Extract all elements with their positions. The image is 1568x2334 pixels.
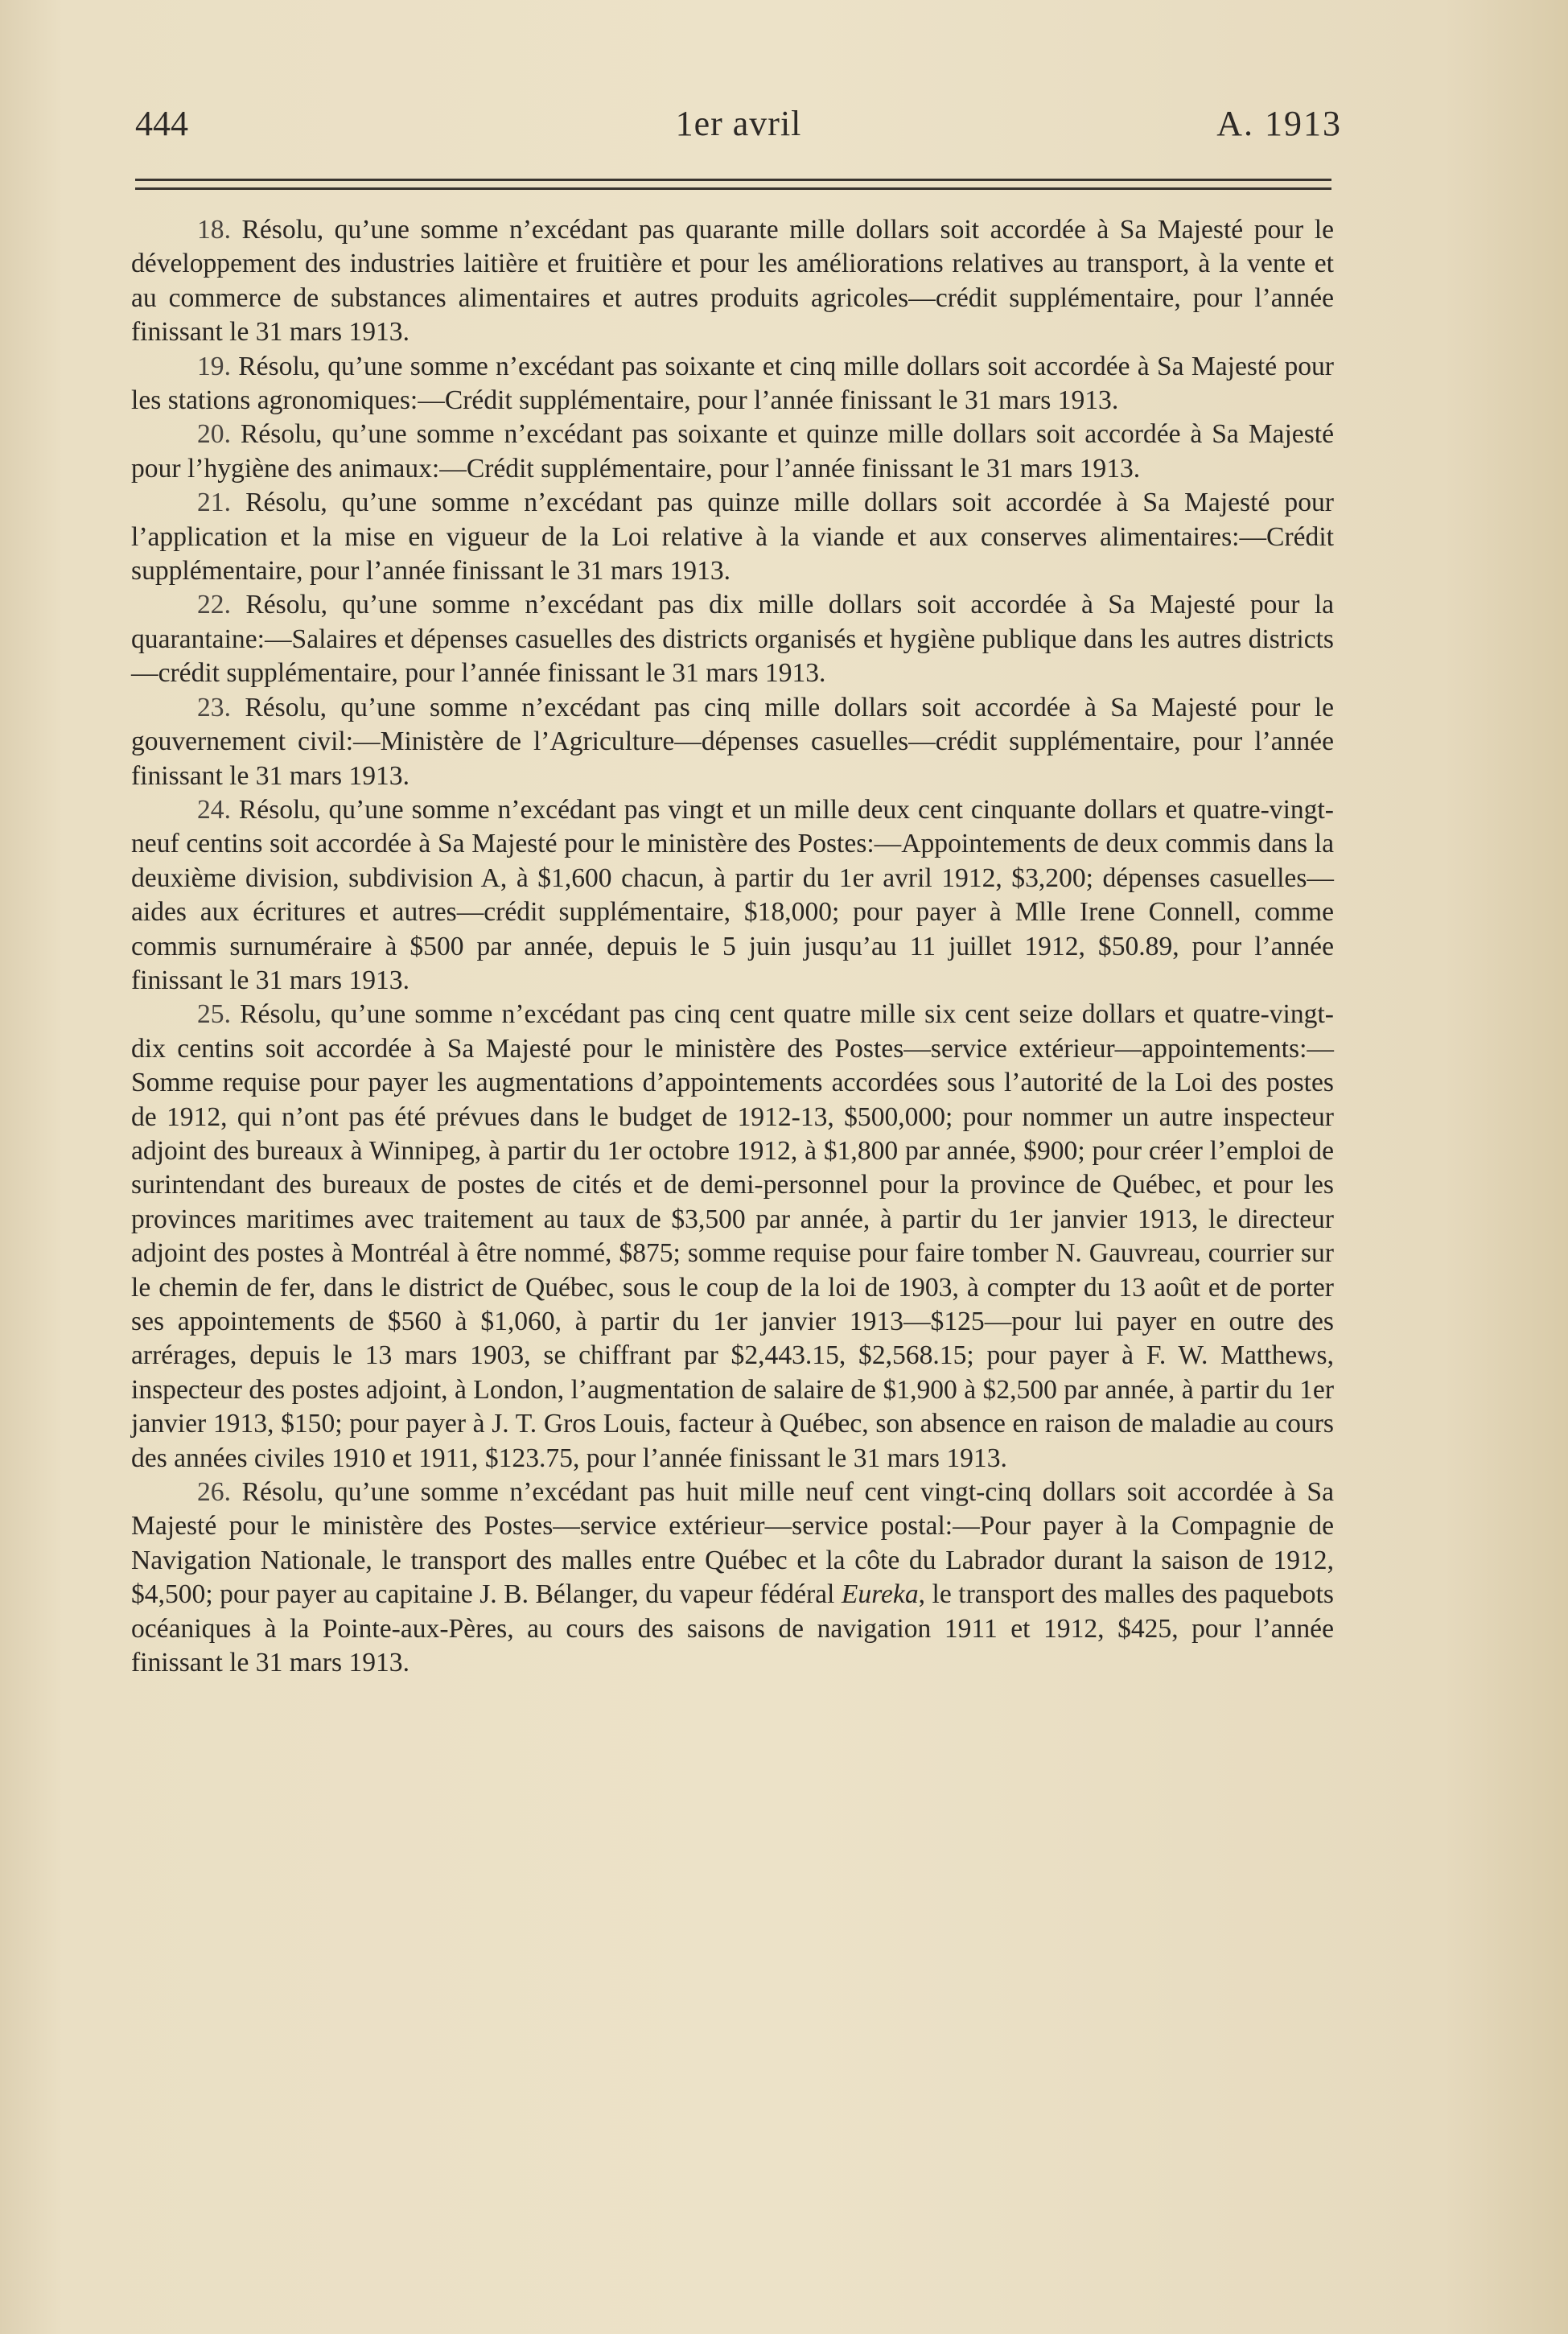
resolution-number: 20. [197,419,231,450]
resolution-18 [131,213,1334,350]
resolution-number: 19. [197,351,231,381]
resolution-text: Résolu, qu’une somme n’excédant pas dix mille dollars soit accordée à Sa Majesté pour la quarantaine:—Salaires et dépenses casuelles des districts organisés et hygiène publique dans les autres districts—crédit supplémentaire, pour l’année finissant le 31 mars 1913. [131,590,1335,689]
resolution-text-continued: , le transport des malles des paquebots océaniques à la Pointe-aux-Pères, au cours des saisons de navigation 1911 et 1912, $425, pour l’année finissant le 31 mars 1913. [131,1579,1334,1678]
resolution-number: 18. [197,215,231,245]
resolution-26 [131,1476,1334,1680]
resolution-text: Résolu, qu’une somme n’excédant pas quarante mille dollars soit accordée à Sa Majesté pour le développement des industries laitière et fruitière et pour les améliorations relatives au transport, à la vente et au commerce de substances alimentaires et autres produits agricoles—crédit supplémentaire, pour l’année finissant le 31 mars 1913. [131,215,1334,348]
resolution-text: Résolu, qu’une somme n’excédant pas cinq cent quatre mille six cent seize dollars et quatre-vingt-dix centins soit accordée à Sa Majesté pour le ministère des Postes—service extérieur—appointements:—Somme requise pour payer les augmentations d’appointements accordées sous l’autorité de la Loi des postes de 1912, qui n’ont pas été prévues dans le budget de 1912-13, $500,000; pour nommer un autre inspecteur adjoint des bureaux à Winnipeg, à partir du 1er octobre 1912, à $1,800 par année, $900; pour créer l’emploi de surintendant des bureaux de postes de cités et de demi-personnel pour la province de Québec, et pour les provinces maritimes avec traitement au taux de $3,500 par année, à partir du 1er janvier 1913, le directeur adjoint des postes à Montréal à être nommé, $875; somme requise pour faire tomber N. Gauvreau, courrier sur le chemin de fer, dans le district de Québec, sous le coup de la loi de 1903, à compter du 13 août et de porter ses appointements de $560 à $1,060, à partir du 1er janvier 1913—$125—pour lui payer en outre des arrérages, depuis le 13 mars 1903, se chiffrant par $2,443.15, $2,568.15; pour payer à F. W. Matthews, inspecteur des postes adjoint, à London, l’augmentation de salaire de $1,900 à $2,500 par année, à partir du 1er janvier 1913, $150; pour payer à J. T. Gros Louis, facteur à Québec, son absence en raison de maladie au cours des années civiles 1910 et 1911, $123.75, pour l’année finissant le 31 mars 1913. [131,999,1334,1473]
resolution-text: Résolu, qu’une somme n’excédant pas quinze mille dollars soit accordée à Sa Majesté pour l’application et la mise en vigueur de la Loi relative à la viande et aux conserves alimentaires:—Crédit supplémentaire, pour l’année finissant le 31 mars 1913. [131,488,1334,587]
resolution-text: Résolu, qu’une somme n’excédant pas soixante et quinze mille dollars soit accordée à Sa Majesté pour l’hygiène des animaux:—Crédit supplémentaire, pour l’année finissant le 31 mars 1913. [131,419,1334,484]
resolution-number: 24. [197,794,231,825]
resolution-text: Résolu, qu’une somme n’excédant pas vingt et un mille deux cent cinquante dollars et quatre-vingt-neuf centins soit accordée à Sa Majesté pour le ministère des Postes:—Appointements de deux commis dans la deuxième division, subdivision A, à $1,600 chacun, à partir du 1er avril 1912, $3,200; dépenses casuelles—aides aux écritures et autres—crédit supplémentaire, $18,000; pour payer à Mlle Irene Connell, comme commis surnuméraire à $500 par année, depuis le 5 juin jusqu’au 11 juillet 1912, $50.89, pour l’année finissant le 31 mars 1913. [131,794,1334,995]
resolution-number: 25. [197,999,231,1030]
resolution-number: 22. [197,590,231,620]
resolution-23 [131,691,1334,793]
header-rule-top [135,179,1331,181]
header-rule-bottom [135,187,1331,190]
document-body [131,213,1334,1680]
resolution-text: Résolu, qu’une somme n’excédant pas cinq mille dollars soit accordée à Sa Majesté pour le gouvernement civil:—Ministère de l’Agriculture—dépenses casuelles—crédit supplémentaire, pour l’année finissant le 31 mars 1913. [131,692,1334,791]
resolution-21 [131,486,1334,588]
page-number: 444 [135,104,188,143]
page-header [135,103,1342,159]
resolution-number: 26. [197,1477,231,1508]
resolution-24 [131,793,1334,998]
resolution-number: 21. [197,488,231,518]
resolution-text: Résolu, qu’une somme n’excédant pas soixante et cinq mille dollars soit accordée à Sa Majesté pour les stations agronomiques:—Crédit supplémentaire, pour l’année finissant le 31 mars 1913. [131,351,1334,416]
vessel-name: Eureka [841,1579,919,1610]
resolution-22 [131,588,1334,690]
header-year: A. 1913 [1216,104,1342,143]
resolution-25 [131,998,1334,1476]
header-date: 1er avril [675,104,802,143]
resolution-20 [131,418,1334,486]
resolution-text: Résolu, qu’une somme n’excédant pas huit mille neuf cent vingt-cinq dollars soit accordée à Sa Majesté pour le ministère des Postes—service extérieur—service postal:—Pour payer à la Compagnie de Navigation Nationale, le transport des malles entre Québec et la côte du Labrador durant la saison de 1912, $4,500; pour payer au capitaine J. B. Bélanger, du vapeur fédéral [131,1477,1334,1610]
resolution-number: 23. [197,692,231,722]
resolution-19 [131,350,1334,418]
